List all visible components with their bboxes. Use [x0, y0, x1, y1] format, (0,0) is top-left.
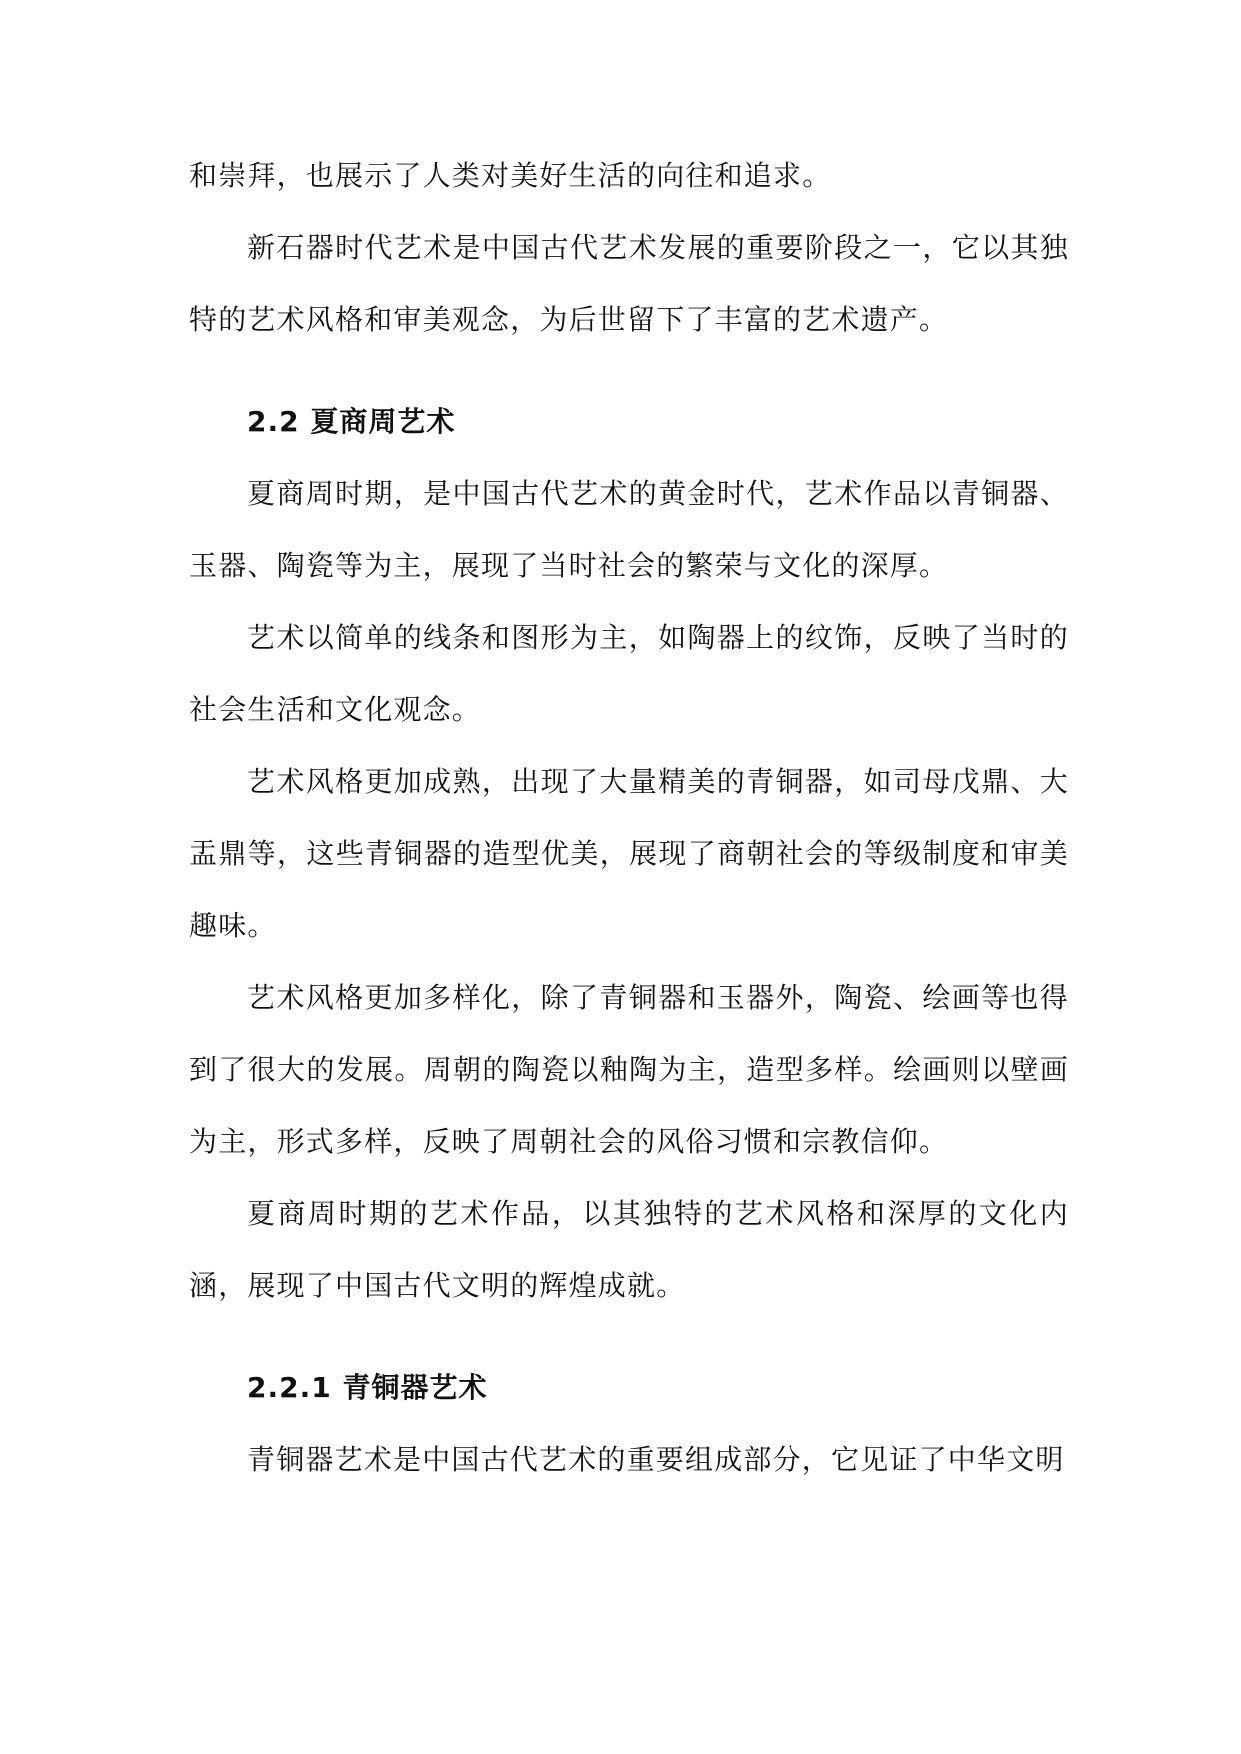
document-body [189, 140, 1069, 1496]
paragraph-continued: 和崇拜，也展示了人类对美好生活的向往和追求。 [189, 159, 832, 192]
section-heading-2-2-1: 2.2.1 青铜器艺术 [247, 1371, 488, 1404]
paragraph-xia-shang-zhou-summary: 夏商周时期的艺术作品，以其独特的艺术风格和深厚的文化内涵，展现了中国古代文明的辉煌成就。 [189, 1197, 1069, 1302]
paragraph-zhou-art: 艺术风格更加多样化，除了青铜器和玉器外，陶瓷、绘画等也得到了很大的发展。周朝的陶瓷以釉陶为主，造型多样。绘画则以壁画为主，形式多样，反映了周朝社会的风俗习惯和宗教信仰。 [189, 981, 1069, 1158]
paragraph-shang-art: 艺术风格更加成熟，出现了大量精美的青铜器，如司母戊鼎、大盂鼎等，这些青铜器的造型优美，展现了商朝社会的等级制度和审美趣味。 [189, 765, 1069, 942]
paragraph-neolithic-summary: 新石器时代艺术是中国古代艺术发展的重要阶段之一，它以其独特的艺术风格和审美观念，为后世留下了丰富的艺术遗产。 [189, 231, 1069, 336]
paragraph-xia-art: 艺术以简单的线条和图形为主，如陶器上的纹饰，反映了当时的社会生活和文化观念。 [189, 621, 1069, 726]
paragraph-bronze-art-intro: 青铜器艺术是中国古代艺术的重要组成部分，它见证了中华文明 [247, 1443, 1065, 1476]
section-heading-2-2: 2.2 夏商周艺术 [247, 405, 456, 438]
paragraph-xia-shang-zhou-intro: 夏商周时期，是中国古代艺术的黄金时代，艺术作品以青铜器、玉器、陶瓷等为主，展现了当时社会的繁荣与文化的深厚。 [189, 477, 1069, 582]
